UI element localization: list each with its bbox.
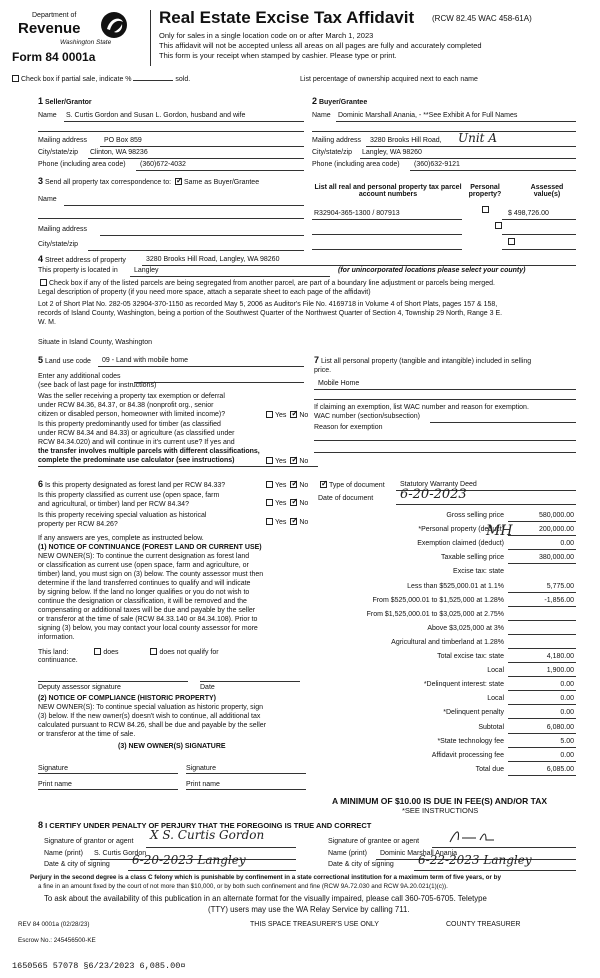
tax-row-label: Less than $525,000.01 at 1.1% <box>407 583 504 590</box>
partial-sold-label: sold. <box>175 76 191 83</box>
tax-row-value[interactable]: 1,900.00 <box>546 667 574 674</box>
doc-date-label: Date of document <box>318 495 374 502</box>
located-value[interactable]: Langley <box>134 267 159 274</box>
tax-row-value[interactable]: 0.00 <box>560 695 574 702</box>
tax-row-label: *Delinquent interest: state <box>423 681 504 688</box>
buyer-name[interactable]: Dominic Marshall Anania, - **See Exhibit A for Full Names <box>338 112 518 119</box>
personal-property-checkbox-3[interactable] <box>508 238 515 245</box>
personal-col-header: Personal property? <box>468 184 502 198</box>
assessed-value[interactable]: $ 498,726.00 <box>508 210 549 217</box>
see-instructions: *SEE INSTRUCTIONS <box>402 806 479 815</box>
tax-row-value[interactable]: 6,080.00 <box>546 724 574 731</box>
grantee-sig-label: Signature of grantee or agent <box>328 838 420 845</box>
section3-heading: 3 Send all property tax correspondence to: ✓ Same as Buyer/Grantee <box>38 176 259 186</box>
current-use-no-checkbox[interactable] <box>290 499 297 506</box>
notice1-line-7: or transferor at the time of sale (RCW 84.33.140 or 84.34.108). Prior to <box>38 616 258 623</box>
notice2-line-2: calculated pursuant to RCW 84.26, shall be due and payable by the seller <box>38 722 267 729</box>
form-revision: REV 84 0001a (02/28/23) <box>18 921 90 928</box>
grantor-name[interactable]: S. Curtis Gordon <box>94 850 147 857</box>
tax-row-label: Affidavit processing fee <box>431 752 504 759</box>
seller-mailing[interactable]: PO Box 859 <box>104 137 142 144</box>
current-use-q-2: and agricultural, or timber) land per RCW 84.34? <box>38 501 189 508</box>
tax-row-value[interactable]: 4,180.00 <box>546 653 574 660</box>
historic-yes-checkbox[interactable] <box>266 518 273 525</box>
timber-q-1: Is this property predominantly used for timber (as classified <box>38 421 221 428</box>
doc-type-value[interactable]: Statutory Warranty Deed <box>400 481 477 488</box>
located-note: (for unincorporated locations please select your county) <box>338 267 526 274</box>
tax-row-value[interactable]: 5,775.00 <box>546 583 574 590</box>
notice1-line-1: or classification as current use (open space, farm and agriculture, or <box>38 562 249 569</box>
owner-signature-label-1: Signature <box>38 765 68 772</box>
parcel-number[interactable]: R32904-365-1300 / 807913 <box>314 210 400 217</box>
buyer-phone-label: Phone (including area code) <box>312 161 400 168</box>
tax-row-value[interactable]: 0.00 <box>560 540 574 547</box>
ownership-note: List percentage of ownership acquired next to each name <box>300 76 478 83</box>
forest-q: 6 Is this property designated as forest land per RCW 84.33? <box>38 479 226 489</box>
dor-swirl-icon <box>98 10 130 40</box>
notice2-title: (2) NOTICE OF COMPLIANCE (HISTORIC PROPERTY) <box>38 695 216 702</box>
seller-heading: 1 Seller/Grantor <box>38 96 92 106</box>
forest-yes-checkbox[interactable] <box>266 481 273 488</box>
does-checkbox[interactable] <box>94 648 101 655</box>
personal-property-list[interactable]: Mobile Home <box>318 380 360 387</box>
tax-row-value[interactable]: 0.00 <box>560 681 574 688</box>
certify-statement: 8 I CERTIFY UNDER PENALTY OF PERJURY THAT THE FOREGOING IS TRUE AND CORRECT <box>38 820 372 830</box>
exemption-no-checkbox[interactable] <box>290 411 297 418</box>
partial-sale-row <box>10 75 190 83</box>
grantor-date-city: 6-20-2023 Langley <box>132 853 246 867</box>
owner-signature-label-2: Signature <box>186 765 216 772</box>
tax-row-label: From $1,525,000.01 to $3,025,000 at 2.75% <box>366 611 504 618</box>
header-note-2: This affidavit will not be accepted unless all areas on all pages are fully and accurately completed <box>159 41 482 50</box>
header-note-1: Only for sales in a single location code on or after March 1, 2023 <box>159 31 374 40</box>
buyer-unit-handwritten: Unit A <box>458 131 497 145</box>
personal-property-initials: MH <box>486 523 513 539</box>
deputy-date-label: Date <box>200 684 215 691</box>
doc-date-handwritten: 6-20-2023 <box>400 487 467 502</box>
notice2-line-3: or transferor at the time of sale. <box>38 731 136 738</box>
see-back-label: (see back of last page for instructions) <box>38 382 157 389</box>
s3-mailing-label: Mailing address <box>38 226 88 233</box>
land-use-code[interactable]: 09 - Land with mobile home <box>102 357 188 364</box>
section7-text-2: price. <box>314 367 332 374</box>
legal-line-4: Situate in Island County, Washington <box>38 339 153 346</box>
tax-row-label: From $525,000.01 to $1,525,000 at 1.28% <box>372 597 504 604</box>
tax-row-label: Local <box>487 695 504 702</box>
tax-row-value[interactable]: 5.00 <box>560 738 574 745</box>
tax-row-label: *Personal property (deduct) <box>418 526 504 533</box>
perjury-line-1: Perjury in the second degree is a class C felony which is punishable by confinement in a state correctional institution for a maximum term of five years, or by <box>30 874 501 881</box>
parcel-col-header: List all real and personal property tax parcel account numbers <box>314 184 462 198</box>
exemption-claim-2: WAC number (section/subsection) <box>314 413 420 420</box>
tax-row-label: Above $3,025,000 at 3% <box>427 625 504 632</box>
timber-q-3: RCW 84.34.020) and will continue in it's current use? If yes and <box>38 439 235 446</box>
notice1-line-3: determine if the land transferred continues to qualify and will indicate <box>38 580 251 587</box>
seller-phone-label: Phone (including area code) <box>38 161 126 168</box>
seller-name-label: Name <box>38 112 57 119</box>
this-land-row: This land: does does not qualify for <box>38 649 219 656</box>
reason-label: Reason for exemption <box>314 424 383 431</box>
tax-row-label: Total excise tax: state <box>437 653 504 660</box>
same-as-buyer-checkbox[interactable] <box>175 178 182 185</box>
treasurer-use-only: THIS SPACE TREASURER'S USE ONLY <box>250 921 379 928</box>
access-line-1: To ask about the availability of this publication in an alternate format for the visually impaired, please call 360-705-6705. Teletype <box>44 894 487 903</box>
form-number: Form 84 0001a <box>12 50 96 64</box>
agency-line1: Department of <box>32 12 77 19</box>
continuance-label: continuance. <box>38 657 78 664</box>
tax-row-value[interactable]: 6,085.00 <box>546 766 574 773</box>
additional-codes-label: Enter any additional codes <box>38 373 121 380</box>
notice1-line-6: compensating or additional taxes will be due and payable by the seller <box>38 607 256 614</box>
minimum-due-note: A MINIMUM OF $10.00 IS DUE IN FEE(S) AND/OR TAX <box>332 796 548 806</box>
access-line-2: (TTY) users may use the WA Relay Service by calling 711. <box>208 905 410 914</box>
timber-q-5: complete the predominate use calculator (see instructions) <box>38 457 235 464</box>
buyer-mailing-label: Mailing address <box>312 137 362 144</box>
perjury-line-2: a fine in an amount fixed by the court of not more than $10,000, or by both such confinement and fine (RCW 9A.72.030 and RCW 9A.20.021(1)(c)). <box>38 883 448 890</box>
current-use-yes-checkbox[interactable] <box>266 499 273 506</box>
buyer-city[interactable]: Langley, WA 98260 <box>362 149 422 156</box>
doc-type-checkbox[interactable] <box>320 481 327 488</box>
notice1-line-2: timber) land, you must sign on (3) below. The county assessor must then <box>38 571 264 578</box>
seller-phone[interactable]: (360)672-4032 <box>140 161 186 168</box>
assessed-col-header: Assessed value(s) <box>530 184 564 198</box>
notice2-line-0: NEW OWNER(S): To continue special valuation as historic property, sign <box>38 704 263 711</box>
grantor-sig-label: Signature of grantor or agent <box>44 838 134 845</box>
segregated-row: Check box if any of the listed parcels are being segregated from another parcel, are part of a boundary line adjustment or parcels being merged. <box>38 279 495 287</box>
exemption-q-2: under RCW 84.36, 84.37, or 84.38 (nonprofit org., senior <box>38 402 214 409</box>
grantee-name[interactable]: Dominic Marshall Anania <box>380 850 458 857</box>
agency-line2: Revenue <box>18 20 81 37</box>
grantee-date-city: 6-22-2023 Langley <box>418 853 532 867</box>
personal-property-checkbox-1[interactable] <box>482 206 489 213</box>
tax-row-value[interactable]: 580,000.00 <box>538 512 574 519</box>
partial-percent-field[interactable] <box>133 80 173 81</box>
tax-row-value[interactable]: 380,000.00 <box>538 554 574 561</box>
seller-city[interactable]: Clinton, WA 98236 <box>90 149 148 156</box>
historic-no-checkbox[interactable] <box>290 518 297 525</box>
notice1-title: (1) NOTICE OF CONTINUANCE (FOREST LAND OR CURRENT USE) <box>38 544 262 551</box>
timber-q-2: under RCW 84.34 and 84.33) or agriculture (as classified under <box>38 430 235 437</box>
located-label: This property is located in <box>38 267 118 274</box>
tax-row-label: Excise tax: state <box>453 568 504 575</box>
form-statute: (RCW 82.45 WAC 458-61A) <box>432 14 532 23</box>
grantee-name-label: Name (print) <box>328 850 367 857</box>
dor-logo <box>10 10 142 70</box>
tax-row-value[interactable]: 0.00 <box>560 752 574 759</box>
notice3-title: (3) NEW OWNER(S) SIGNATURE <box>118 743 226 750</box>
seller-mailing-label: Mailing address <box>38 137 88 144</box>
tax-row-label: *Delinquent penalty <box>443 709 504 716</box>
exemption-q-3: citizen or disabled person, homeowner with limited income)? <box>38 411 226 418</box>
does-not-checkbox[interactable] <box>150 648 157 655</box>
tax-row-value[interactable]: 200,000.00 <box>538 526 574 533</box>
section4-street-row: 4 Street address of property <box>38 254 126 264</box>
current-use-yes-no: Yes ✓ No <box>264 499 308 507</box>
tax-row-label: Taxable selling price <box>440 554 504 561</box>
grantor-date-label: Date & city of signing <box>44 861 110 868</box>
tax-row-value[interactable]: 0.00 <box>560 709 574 716</box>
county-treasurer: COUNTY TREASURER <box>446 921 521 928</box>
forest-no-checkbox[interactable] <box>290 481 297 488</box>
owner-print-label-2: Print name <box>186 781 220 788</box>
legal-line-2: records of Island County, Washington, being a portion of the Southwest Quarter of the Northwest Quarter of Section 4, Township 29 North, Range 3 E. <box>38 310 503 317</box>
agency-line3: Washington State <box>60 39 112 46</box>
notice1-line-9: information. <box>38 634 75 641</box>
s3-name-label: Name <box>38 196 57 203</box>
property-address[interactable]: 3280 Brooks Hill Road, Langley, WA 98260 <box>146 256 280 263</box>
notice1-line-5: continue the designation or classification, it will be removed and the <box>38 598 247 605</box>
cashier-stamp: 1650565 57078 §6/23/2023 6,085.00¤ <box>12 961 186 971</box>
historic-q-2: property per RCW 84.26? <box>38 521 118 528</box>
notice2-line-1: (3) below. If the new owner(s) doesn't wish to continue, all additional tax <box>38 713 261 720</box>
exemption-yes-no: Yes ✓ No <box>264 411 308 419</box>
grantor-signature: X S. Curtis Gordon <box>150 828 265 842</box>
legal-line-1: Lot 2 of Short Plat No. 282-05 32904-370-1150 as recorded May 5, 2006 as Auditor's File No. 4169718 in Volume 4 of Short Plats, pages 157 & 158, <box>38 301 498 308</box>
legal-line-3: W. M. <box>38 319 56 326</box>
exemption-claim-1: If claiming an exemption, list WAC number and reason for exemption. <box>314 404 529 411</box>
tax-row-label: Exemption claimed (deduct) <box>417 540 504 547</box>
partial-sale-checkbox[interactable] <box>12 75 19 82</box>
form-title: Real Estate Excise Tax Affidavit <box>159 8 415 27</box>
section7-text-1: 7 List all personal property (tangible and intangible) included in selling <box>314 355 532 365</box>
tax-row-value[interactable]: -1,856.00 <box>544 597 574 604</box>
seller-name[interactable]: S. Curtis Gordon and Susan L. Gordon, husband and wife <box>66 112 246 119</box>
buyer-name-label: Name <box>312 112 331 119</box>
exemption-q-1: Was the seller receiving a property tax exemption or deferral <box>38 393 225 400</box>
doc-type-row: ✓Type of document <box>318 481 385 489</box>
if-yes-note: If any answers are yes, complete as instructed below. <box>38 535 204 542</box>
deputy-sig-label: Deputy assessor signature <box>38 684 121 691</box>
owner-print-label-1: Print name <box>38 781 72 788</box>
grantee-date-label: Date & city of signing <box>328 861 394 868</box>
partial-sale-label: Check box if partial sale, indicate % <box>21 76 132 83</box>
timber-q-4: the transfer involves multiple parcels with different classifications, <box>38 448 260 455</box>
notice1-line-8: signing (3) below, you may contact your local county assessor for more <box>38 625 258 632</box>
header-note-3: This form is your receipt when stamped by cashier. Please type or print. <box>159 51 397 60</box>
notice1-line-4: by signing below. If the land no longer qualifies or you do not wish to <box>38 589 250 596</box>
historic-q-1: Is this property receiving special valuation as historical <box>38 512 207 519</box>
notice1-line-0: NEW OWNER(S): To continue the current designation as forest land <box>38 553 250 560</box>
tax-row-label: *State technology fee <box>437 738 504 745</box>
timber-no-checkbox[interactable] <box>290 457 297 464</box>
tax-row-label: Subtotal <box>478 724 504 731</box>
seller-city-label: City/state/zip <box>38 149 79 156</box>
buyer-city-label: City/state/zip <box>312 149 353 156</box>
grantee-signature <box>446 826 506 848</box>
current-use-q-1: Is this property classified as current use (open space, farm <box>38 492 220 499</box>
land-use-row: 5 Land use code <box>38 355 91 365</box>
timber-yes-no: Yes ✓ No <box>264 457 308 465</box>
s3-city-label: City/state/zip <box>38 241 79 248</box>
exemption-yes-checkbox[interactable] <box>266 411 273 418</box>
tax-row-label: Gross selling price <box>446 512 504 519</box>
escrow-row: Escrow No.: 245456500-KE <box>18 937 96 944</box>
tax-row-label: Local <box>487 667 504 674</box>
tax-row-label: Total due <box>475 766 504 773</box>
buyer-mailing[interactable]: 3280 Brooks Hill Road, <box>370 137 442 144</box>
forest-yes-no: Yes ✓ No <box>264 481 308 489</box>
legal-desc-label: Legal description of property (if you need more space, attach a separate sheet to each page of the affidavit) <box>38 289 371 296</box>
personal-property-checkbox-2[interactable] <box>495 222 502 229</box>
grantor-name-label: Name (print) <box>44 850 83 857</box>
tax-row-label: Agricultural and timberland at 1.28% <box>391 639 504 646</box>
timber-yes-checkbox[interactable] <box>266 457 273 464</box>
buyer-phone[interactable]: (360)632-9121 <box>414 161 460 168</box>
historic-yes-no: Yes ✓ No <box>264 518 308 526</box>
buyer-heading: 2 Buyer/Grantee <box>312 96 368 106</box>
segregated-checkbox[interactable] <box>40 279 47 286</box>
